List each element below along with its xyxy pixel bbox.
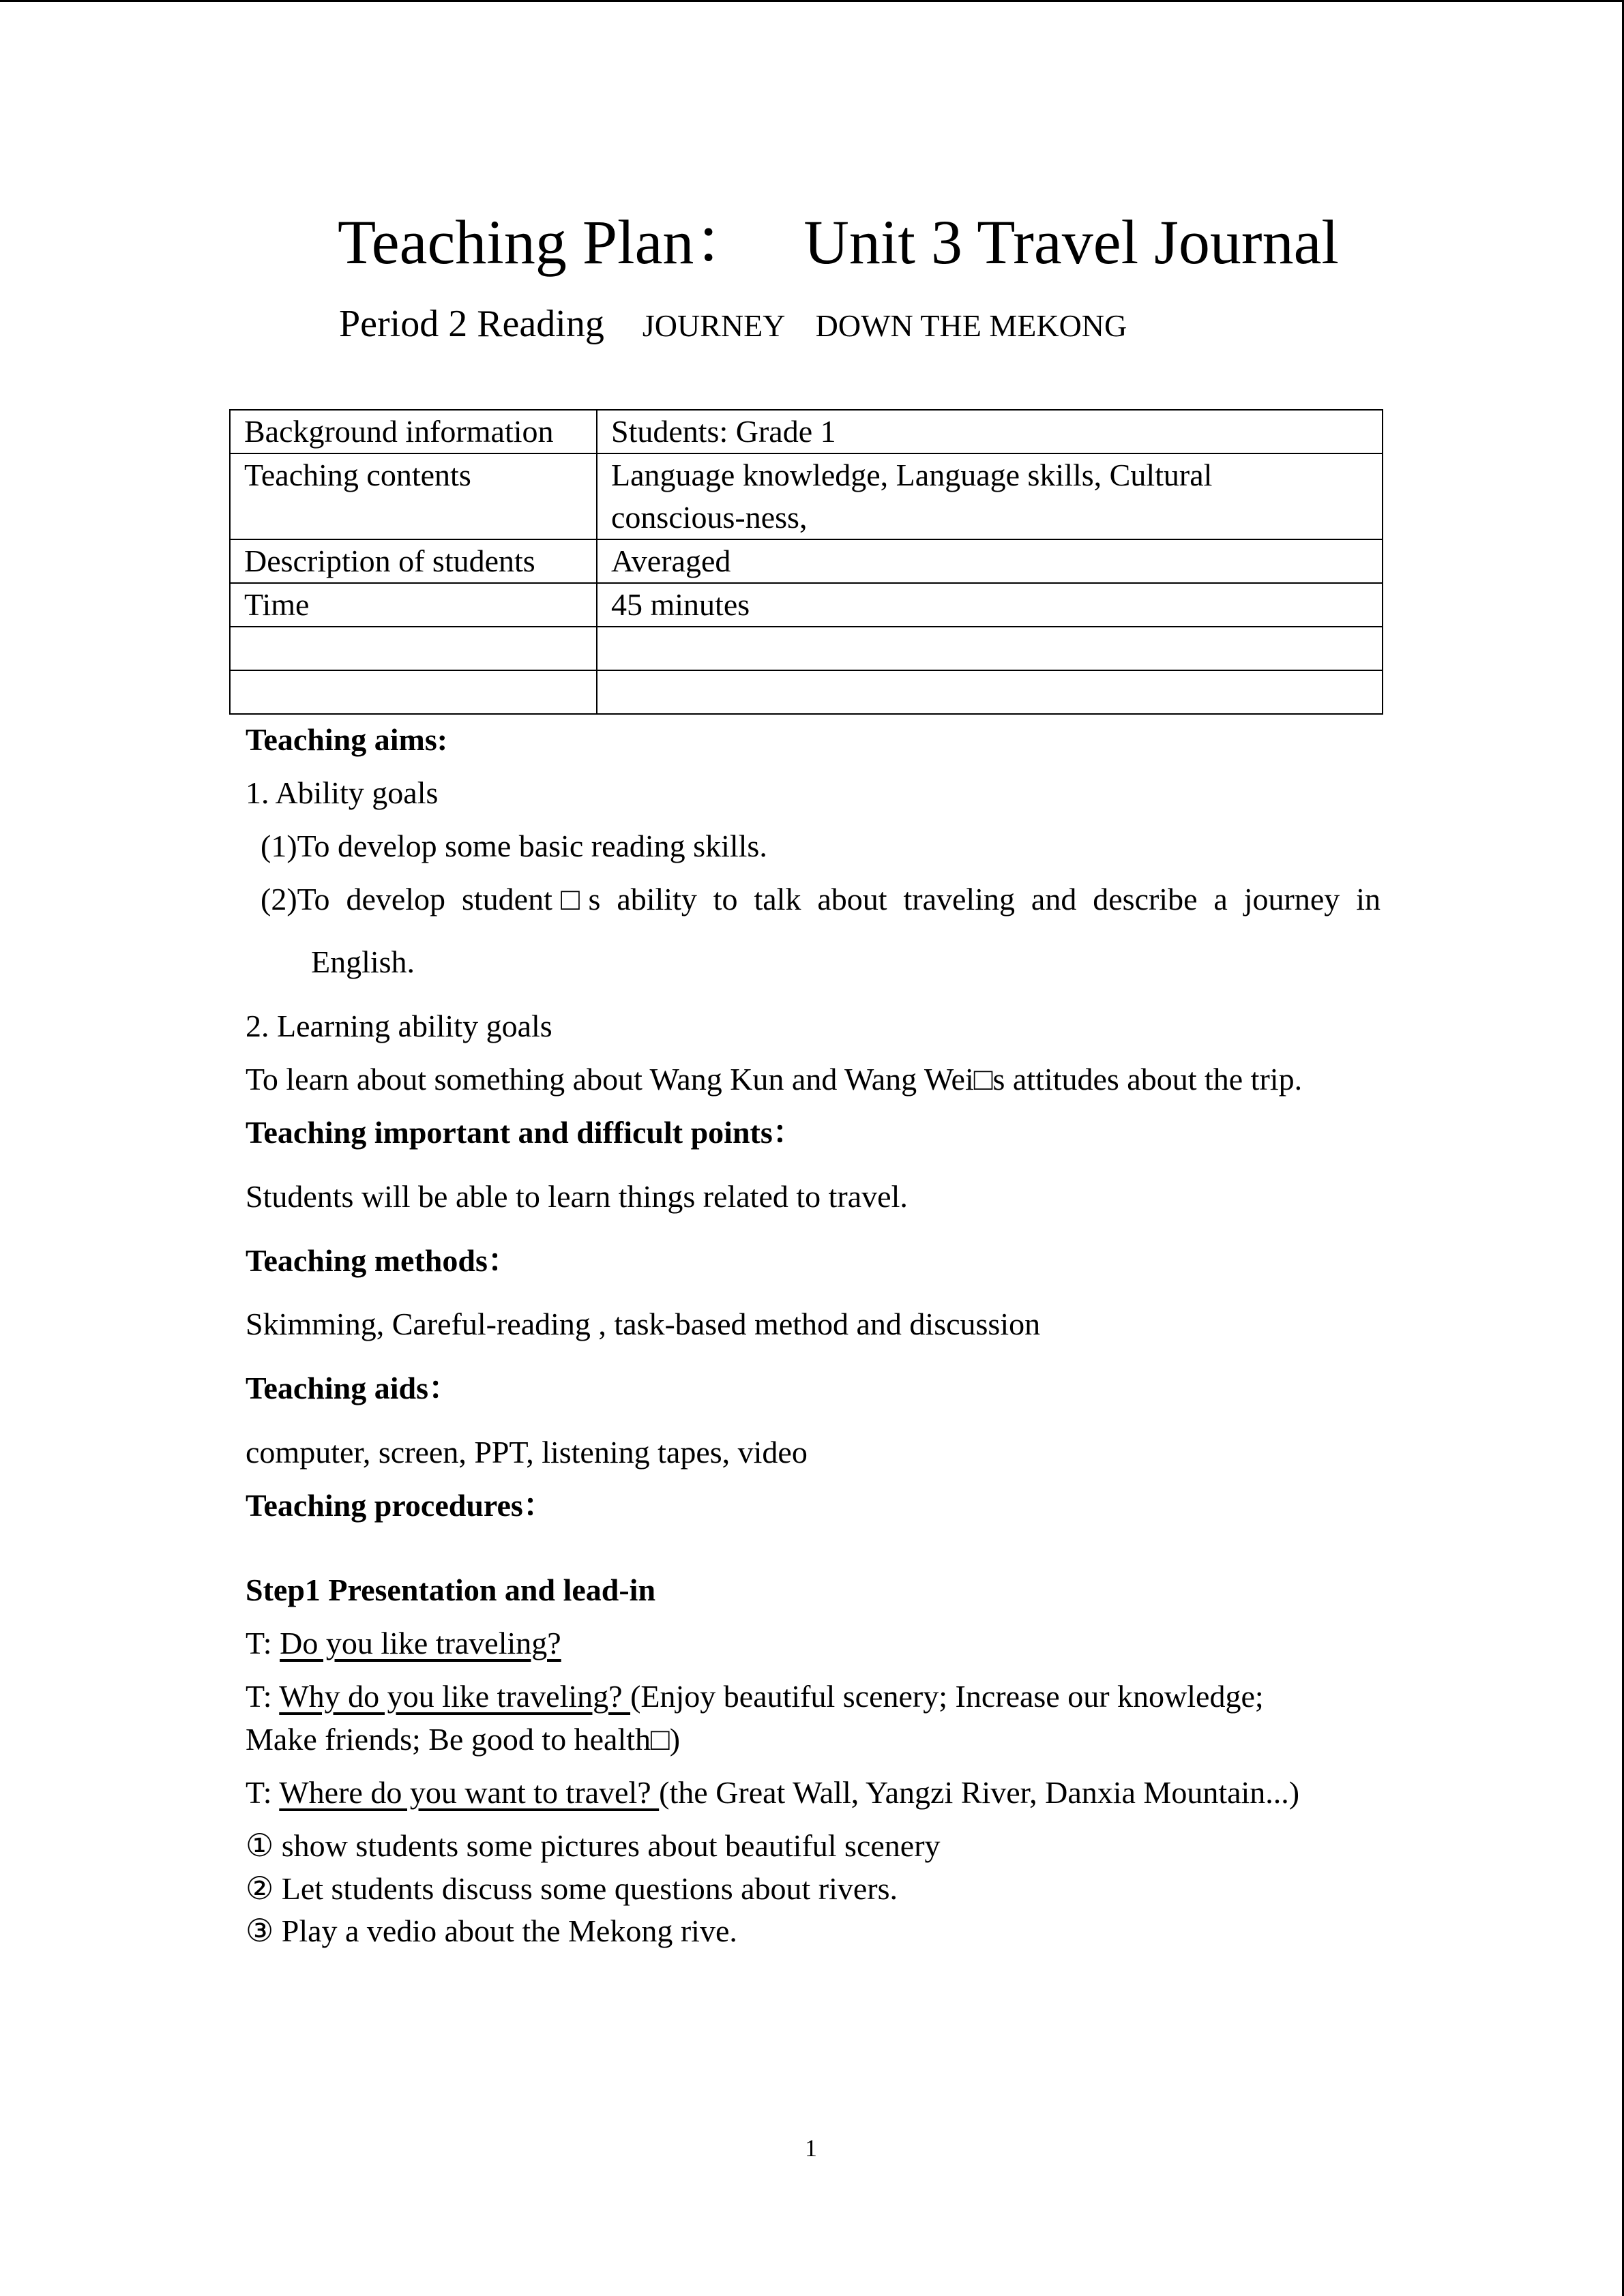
- info-table: [229, 409, 1383, 715]
- table-cell: [597, 670, 1383, 714]
- table-cell: 45 minutes: [597, 583, 1383, 627]
- table-cell: Teaching contents: [230, 453, 597, 539]
- question-2: [246, 1676, 1264, 1717]
- list-item: ① show students some pictures about beautiful scenery: [246, 1828, 941, 1863]
- table-row: [230, 583, 1383, 627]
- subtitle-period: Period 2 Reading: [339, 303, 604, 345]
- question-3-answer: (the Great Wall, Yangzi River, Danxia Mountain...): [659, 1775, 1300, 1810]
- table-row: [230, 670, 1383, 714]
- methods-text: Skimming, Careful-reading , task-based method and discussion: [246, 1307, 1041, 1341]
- methods-heading: Teaching methods：: [246, 1243, 519, 1278]
- question-2-answer-line2: Make friends; Be good to health□): [246, 1722, 681, 1757]
- points-heading: Teaching important and difficult points：: [246, 1115, 804, 1150]
- document-subtitle: [339, 300, 1127, 350]
- document-title: Teaching Plan： Unit 3 Travel Journal: [338, 207, 1339, 277]
- table-row: [230, 453, 1383, 539]
- table-row: [230, 627, 1383, 670]
- page-border-top: [0, 0, 1624, 2]
- points-text: Students will be able to learn things related to travel.: [246, 1179, 908, 1214]
- speaker-label: T:: [246, 1775, 280, 1810]
- table-cell: [230, 627, 597, 670]
- aids-heading: Teaching aids：: [246, 1371, 460, 1405]
- table-row: [230, 410, 1383, 453]
- procedures-heading: Teaching procedures：: [246, 1488, 555, 1523]
- question-2-answer: (Enjoy beautiful scenery; Increase our knowledge;: [630, 1679, 1264, 1714]
- ability-goals-heading: 1. Ability goals: [246, 775, 439, 810]
- speaker-label: T:: [246, 1679, 280, 1714]
- teaching-contents-line2: conscious-ness,: [611, 500, 808, 535]
- ability-goal-2-line1: (2)To develop student□s ability to talk about traveling and describe a journey in: [261, 882, 1381, 916]
- question-1-text: Do you like traveling?: [280, 1626, 561, 1660]
- table-cell: Students: Grade 1: [597, 410, 1383, 453]
- teaching-contents-line1: Language knowledge, Language skills, Cultural: [611, 458, 1213, 492]
- question-2-text: Why do you like traveling?: [279, 1679, 631, 1714]
- speaker-label: T:: [246, 1626, 280, 1660]
- question-3: [246, 1772, 1299, 1813]
- ability-goal-1: (1)To develop some basic reading skills.: [261, 829, 767, 863]
- list-item: ③ Play a vedio about the Mekong rive.: [246, 1913, 737, 1948]
- step1-heading: Step1 Presentation and lead-in: [246, 1572, 656, 1607]
- table-cell: Averaged: [597, 539, 1383, 583]
- table-cell: [230, 670, 597, 714]
- teaching-aims-heading: Teaching aims:: [246, 722, 448, 757]
- table-cell: Time: [230, 583, 597, 627]
- question-1: [246, 1623, 561, 1664]
- question-3-text: Where do you want to travel?: [279, 1775, 660, 1810]
- learning-goals-heading: 2. Learning ability goals: [246, 1009, 552, 1043]
- subtitle-topic: JOURNEY DOWN THE MEKONG: [642, 308, 1127, 343]
- table-cell: [597, 453, 1383, 539]
- table-cell: Background information: [230, 410, 597, 453]
- table-row: [230, 539, 1383, 583]
- table-cell: [597, 627, 1383, 670]
- aids-text: computer, screen, PPT, listening tapes, video: [246, 1435, 808, 1470]
- list-item: ② Let students discuss some questions about rivers.: [246, 1871, 898, 1906]
- page-number: 1: [805, 2134, 817, 2162]
- ability-goal-2-line2: English.: [311, 944, 415, 979]
- learning-goal: To learn about something about Wang Kun and Wang Wei□s attitudes about the trip.: [246, 1062, 1303, 1097]
- table-cell: Description of students: [230, 539, 597, 583]
